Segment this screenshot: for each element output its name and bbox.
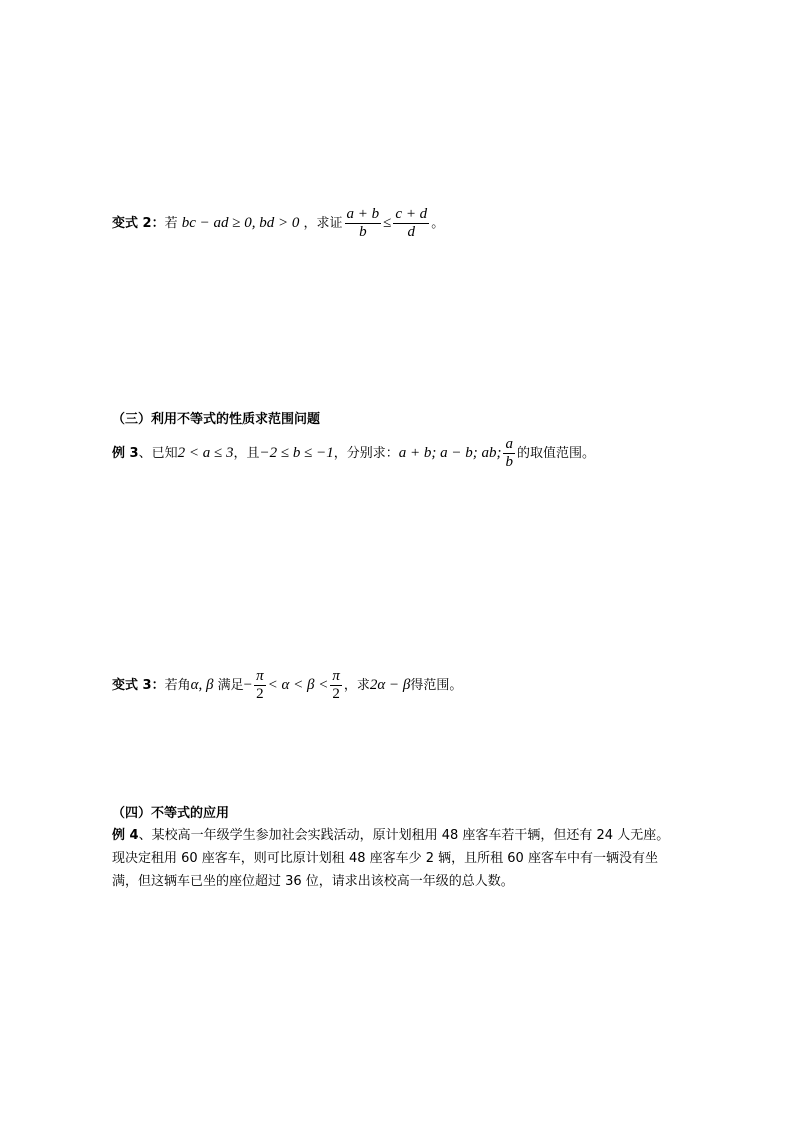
- example-4-line-2: 现决定租用 60 座客车，则可比原计划租 48 座客车少 2 辆，且所租 60 座客车中有一辆没有坐: [112, 851, 658, 866]
- variant-3-expression: 2α − β: [369, 677, 411, 693]
- example-4-line-3: 满，但这辆车已坐的座位超过 36 位，请求出该校高一年级的总人数。: [112, 874, 514, 889]
- variant-3-text-d: 得范围。: [410, 678, 463, 693]
- variant-2-if: 若: [164, 216, 178, 231]
- example-4-label: 例 4: [112, 828, 139, 843]
- variant-2-condition: bc − ad ≥ 0, bd > 0: [181, 215, 300, 231]
- example-4-line-1-text: 、某校高一年级学生参加社会实践活动，原计划租用 48 座客车若干辆，但还有 24 人无座。: [138, 828, 670, 843]
- example-3-condition-b: −2 ≤ b ≤ −1: [259, 445, 334, 461]
- variant-2-fraction-1-numerator: a + b: [346, 206, 380, 222]
- variant-2-relation: ≤: [383, 215, 392, 231]
- example-3-text-c: ，分别求：: [333, 446, 399, 461]
- example-3-text-a: 已知: [151, 446, 178, 461]
- example-3-fraction-numerator: a: [505, 436, 513, 452]
- variant-2-mid: ，求证: [303, 216, 343, 231]
- variant-3-pi-2: π: [332, 668, 340, 684]
- example-3-fraction-denominator: b: [505, 454, 513, 470]
- variant-3-angles: α, β: [190, 677, 214, 693]
- section-4-title: （四）不等式的应用: [112, 806, 230, 821]
- example-3-text-d: 的取值范围。: [516, 446, 595, 461]
- variant-3-line: [112, 668, 462, 703]
- example-3-fraction: [503, 436, 515, 471]
- variant-3-colon: ：: [151, 678, 165, 693]
- example-3-text-b: ，且: [233, 446, 260, 461]
- example-3-label: 例 3: [112, 446, 139, 461]
- variant-2-fraction-2-numerator: c + d: [395, 206, 428, 222]
- variant-2-colon: ：: [151, 216, 165, 231]
- example-4-paragraph: [112, 824, 692, 893]
- variant-2-end: 。: [431, 216, 445, 231]
- variant-3-text-a: 若角: [164, 678, 191, 693]
- variant-3-two-1: 2: [256, 686, 264, 702]
- variant-2-line: [112, 206, 444, 241]
- variant-2-label: 变式 2: [112, 216, 152, 231]
- example-4-line-1: [112, 824, 692, 847]
- example-3-sep: 、: [138, 446, 152, 461]
- variant-2-fraction-1-denominator: b: [359, 224, 367, 240]
- variant-3-middle: < α < β <: [267, 677, 329, 693]
- variant-3-fraction-1: [254, 668, 266, 703]
- variant-3-text-b: 满足: [217, 678, 244, 693]
- variant-2-fraction-1: [345, 206, 382, 241]
- section-3-title: （三）利用不等式的性质求范围问题: [112, 412, 321, 427]
- variant-3-minus: −: [243, 677, 253, 693]
- example-3-line: [112, 436, 595, 471]
- variant-2-fraction-2: [393, 206, 429, 241]
- variant-3-fraction-2: [330, 668, 342, 703]
- variant-3-two-2: 2: [332, 686, 340, 702]
- variant-3-text-c: ，求: [343, 678, 370, 693]
- example-3-expressions: a + b; a − b; ab;: [398, 445, 502, 461]
- variant-3-label: 变式 3: [112, 678, 152, 693]
- variant-3-pi-1: π: [256, 668, 264, 684]
- example-3-condition-a: 2 < a ≤ 3: [177, 445, 234, 461]
- variant-2-fraction-2-denominator: d: [407, 224, 416, 240]
